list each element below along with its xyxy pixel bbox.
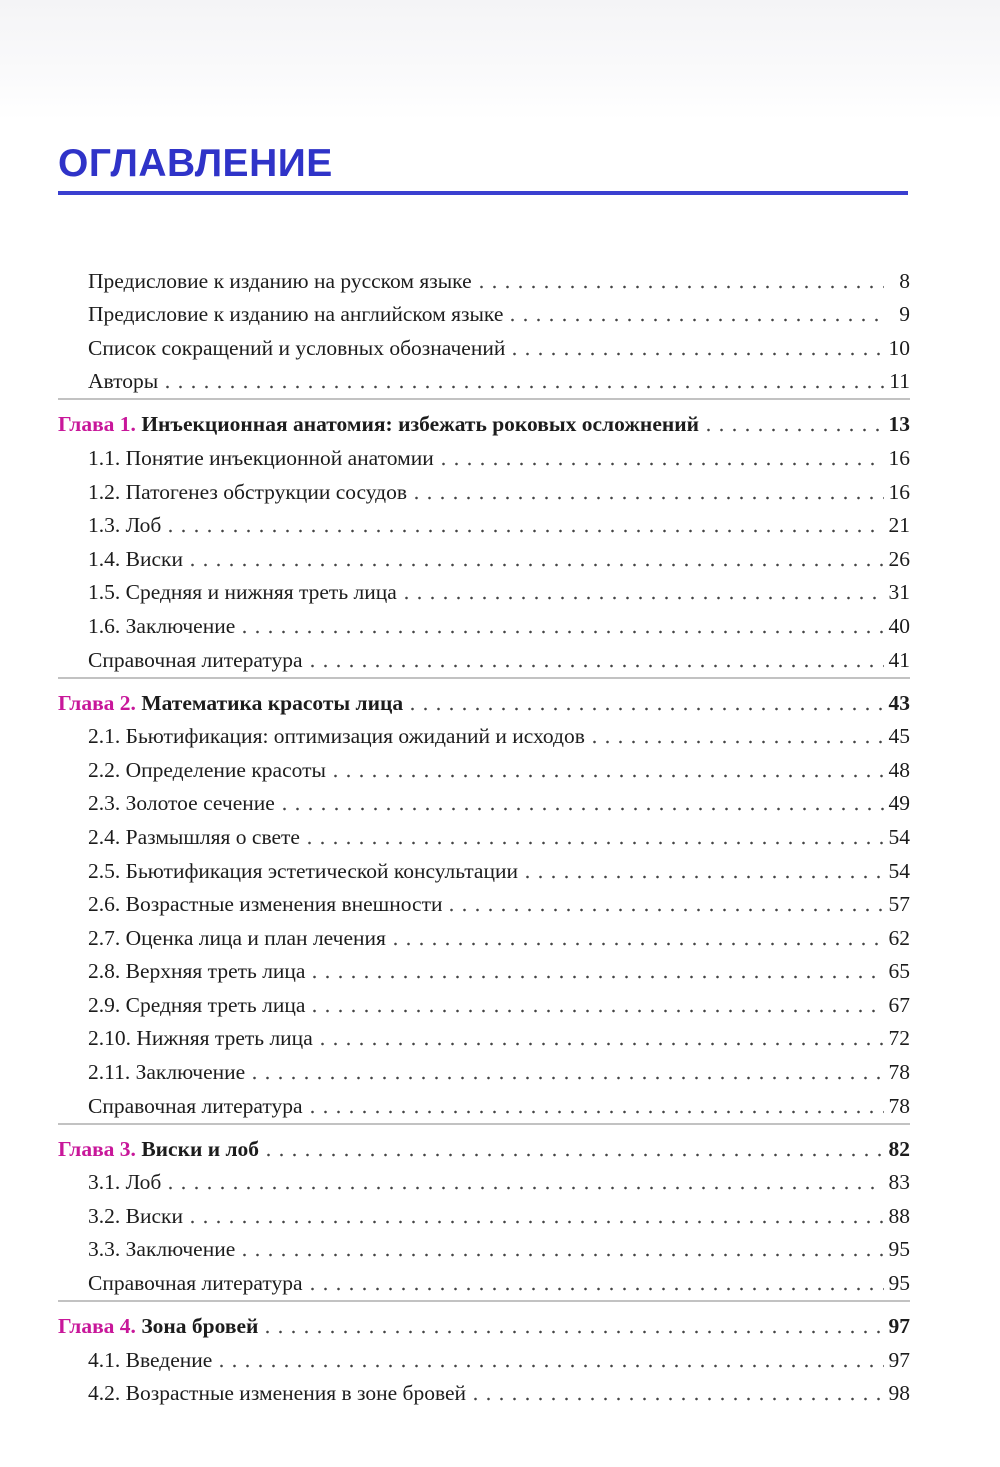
toc-entry-title xyxy=(58,1136,262,1162)
toc-entry-title xyxy=(88,479,410,505)
page-number: 21 xyxy=(888,513,910,538)
section-title: 2.1. Бьютификация: оптимизация ожиданий и исходов xyxy=(88,724,585,749)
page-number: 43 xyxy=(888,690,910,715)
toc-entry-title xyxy=(88,925,389,951)
toc-entry-title xyxy=(88,723,588,749)
page-number: 57 xyxy=(888,892,910,917)
dot-leader xyxy=(410,496,884,500)
toc-entry-title xyxy=(88,1203,186,1229)
toc-entry-title xyxy=(88,613,238,639)
page-number: 54 xyxy=(888,824,910,849)
entry-title: Предисловие к изданию на русском языке xyxy=(88,268,472,293)
dot-leader xyxy=(437,462,884,466)
dot-leader xyxy=(306,1287,884,1291)
dot-leader xyxy=(406,707,884,711)
toc-entry-title xyxy=(58,690,406,716)
page-number: 97 xyxy=(888,1314,910,1339)
toc-entry-title xyxy=(88,992,308,1018)
toc-section-entry xyxy=(58,850,910,884)
chapter-label: Глава 4. xyxy=(58,1314,136,1339)
section-title: 2.7. Оценка лица и план лечения xyxy=(88,925,386,950)
toc-entry-title xyxy=(88,858,521,884)
toc-entry-title xyxy=(58,1313,261,1339)
page-number: 67 xyxy=(888,992,910,1017)
dot-leader xyxy=(445,908,884,912)
toc-section-entry xyxy=(58,884,910,918)
toc-chapter-heading xyxy=(58,681,910,716)
dot-leader xyxy=(308,975,884,979)
chapter-divider xyxy=(58,398,910,400)
section-title: Справочная литература xyxy=(88,1093,303,1118)
toc-entry-title xyxy=(88,368,161,394)
toc-entry-title xyxy=(88,268,475,294)
toc-entry-title xyxy=(88,647,306,673)
dot-leader xyxy=(316,1042,884,1046)
toc-entry-title xyxy=(88,958,308,984)
dot-leader xyxy=(186,1220,884,1224)
toc-entry-title xyxy=(88,1380,469,1406)
page-number: 54 xyxy=(888,858,910,883)
section-title: 2.5. Бьютификация эстетической консультации xyxy=(88,858,518,883)
section-title: 1.3. Лоб xyxy=(88,513,162,538)
toc-entry-title xyxy=(88,1059,248,1085)
toc-section-entry xyxy=(58,1051,910,1085)
chapter-label: Глава 2. xyxy=(58,690,136,715)
dot-leader xyxy=(389,942,884,946)
page-number: 97 xyxy=(888,1347,910,1372)
dot-leader xyxy=(215,1364,884,1368)
dot-leader xyxy=(303,841,884,845)
title-underline xyxy=(58,191,908,195)
section-title: 1.6. Заключение xyxy=(88,613,236,638)
dot-leader xyxy=(702,428,884,432)
toc-section-entry xyxy=(58,471,910,505)
toc-entry-front-matter xyxy=(58,361,910,395)
chapter-divider xyxy=(58,677,910,679)
entry-title: Список сокращений и условных обозначений xyxy=(88,335,506,360)
chapter-divider xyxy=(58,1300,910,1302)
toc-section-entry xyxy=(58,1162,910,1196)
dot-leader xyxy=(261,1330,884,1334)
toc-section-entry xyxy=(58,716,910,750)
section-title: 2.2. Определение красоты xyxy=(88,757,326,782)
toc-entry-front-matter xyxy=(58,260,910,294)
dot-leader xyxy=(506,318,884,322)
page-number: 95 xyxy=(888,1237,910,1262)
dot-leader xyxy=(475,285,884,289)
toc-section-entry xyxy=(58,816,910,850)
chapter-divider xyxy=(58,1123,910,1125)
section-title: 1.5. Средняя и нижняя треть лица xyxy=(88,580,397,605)
dot-leader xyxy=(161,385,884,389)
chapter-title: Зона бровей xyxy=(141,1314,259,1339)
dot-leader xyxy=(508,352,884,356)
page-number: 45 xyxy=(888,724,910,749)
dot-leader xyxy=(262,1153,884,1157)
toc-entry-title xyxy=(88,891,445,917)
dot-leader xyxy=(278,807,884,811)
page-number: 11 xyxy=(889,369,910,394)
page-number: 78 xyxy=(888,1060,910,1085)
page-number: 83 xyxy=(888,1170,910,1195)
page-number: 95 xyxy=(888,1271,910,1296)
dot-leader xyxy=(588,740,884,744)
toc-entry-title xyxy=(88,1093,306,1119)
toc-section-entry xyxy=(58,605,910,639)
page-number: 78 xyxy=(888,1093,910,1118)
toc-section-entry xyxy=(58,1018,910,1052)
toc-entry-front-matter xyxy=(58,327,910,361)
dot-leader xyxy=(469,1397,884,1401)
toc-section-entry xyxy=(58,749,910,783)
chapter-label: Глава 3. xyxy=(58,1136,136,1161)
dot-leader xyxy=(186,563,884,567)
chapter-label: Глава 1. xyxy=(58,412,136,437)
dot-leader xyxy=(308,1009,884,1013)
toc-entry-title xyxy=(88,579,400,605)
toc-chapter-heading xyxy=(58,1127,910,1162)
page-number: 13 xyxy=(888,412,910,437)
section-title: 3.3. Заключение xyxy=(88,1237,236,1262)
page-number: 82 xyxy=(888,1136,910,1161)
page-number: 72 xyxy=(888,1026,910,1051)
dot-leader xyxy=(306,664,884,668)
toc-entry-title xyxy=(88,1236,238,1262)
page-title: ОГЛАВЛЕНИЕ xyxy=(58,142,333,185)
section-title: 3.2. Виски xyxy=(88,1203,183,1228)
page-number: 40 xyxy=(888,613,910,638)
section-title: 2.4. Размышляя о свете xyxy=(88,824,300,849)
toc-section-entry xyxy=(58,1262,910,1296)
toc-chapter-heading xyxy=(58,402,910,437)
page-number: 88 xyxy=(888,1203,910,1228)
toc-entry-title xyxy=(88,757,329,783)
chapter-title: Виски и лоб xyxy=(141,1136,260,1161)
toc-section-entry xyxy=(58,783,910,817)
dot-leader xyxy=(400,596,884,600)
table-of-contents xyxy=(58,260,910,1406)
section-title: 1.2. Патогенез обструкции сосудов xyxy=(88,479,408,504)
toc-section-entry xyxy=(58,1085,910,1119)
page-number: 16 xyxy=(888,479,910,504)
toc-entry-title xyxy=(88,1270,306,1296)
toc-entry-title xyxy=(88,824,303,850)
section-title: 1.4. Виски xyxy=(88,546,183,571)
page-number: 16 xyxy=(888,445,910,470)
toc-section-entry xyxy=(58,1229,910,1263)
page-number: 65 xyxy=(888,959,910,984)
page-number: 8 xyxy=(899,268,910,293)
toc-section-entry xyxy=(58,572,910,606)
dot-leader xyxy=(164,1186,884,1190)
dot-leader xyxy=(248,1076,884,1080)
toc-section-entry xyxy=(58,639,910,673)
section-title: 2.3. Золотое сечение xyxy=(88,791,275,816)
toc-section-entry xyxy=(58,538,910,572)
dot-leader xyxy=(306,1110,884,1114)
toc-entry-title xyxy=(88,512,164,538)
section-title: Справочная литература xyxy=(88,1271,303,1296)
toc-entry-title xyxy=(88,1347,215,1373)
page-number: 48 xyxy=(888,757,910,782)
chapter-title: Математика красоты лица xyxy=(141,690,404,715)
section-title: 3.1. Лоб xyxy=(88,1170,162,1195)
toc-section-entry xyxy=(58,505,910,539)
dot-leader xyxy=(238,630,884,634)
toc-chapter-heading xyxy=(58,1304,910,1339)
dot-leader xyxy=(164,529,884,533)
section-title: 2.6. Возрастные изменения внешности xyxy=(88,892,443,917)
page-number: 26 xyxy=(888,546,910,571)
section-title: 2.10. Нижняя треть лица xyxy=(88,1026,313,1051)
toc-section-entry xyxy=(58,951,910,985)
toc-section-entry xyxy=(58,984,910,1018)
chapter-title: Инъекционная анатомия: избежать роковых осложнений xyxy=(141,412,700,437)
entry-title: Авторы xyxy=(88,369,159,394)
section-title: 2.11. Заключение xyxy=(88,1060,246,1085)
toc-entry-front-matter xyxy=(58,294,910,328)
page-number: 98 xyxy=(888,1381,910,1406)
page-top-shadow xyxy=(0,0,1000,120)
page-number: 9 xyxy=(899,302,910,327)
toc-entry-title xyxy=(88,790,278,816)
toc-entry-title xyxy=(58,411,702,437)
toc-section-entry xyxy=(58,917,910,951)
page-number: 10 xyxy=(888,335,910,360)
dot-leader xyxy=(238,1253,884,1257)
page-number: 62 xyxy=(888,925,910,950)
toc-entry-title xyxy=(88,445,437,471)
section-title: 4.1. Введение xyxy=(88,1347,213,1372)
toc-section-entry xyxy=(58,1373,910,1407)
page-number: 49 xyxy=(888,791,910,816)
dot-leader xyxy=(521,875,884,879)
entry-title: Предисловие к изданию на английском языке xyxy=(88,302,504,327)
toc-entry-title xyxy=(88,301,506,327)
section-title: 4.2. Возрастные изменения в зоне бровей xyxy=(88,1381,467,1406)
section-title: 1.1. Понятие инъекционной анатомии xyxy=(88,445,434,470)
toc-entry-title xyxy=(88,1025,316,1051)
page-number: 31 xyxy=(888,580,910,605)
toc-section-entry xyxy=(58,1339,910,1373)
toc-section-entry xyxy=(58,437,910,471)
section-title: 2.9. Средняя треть лица xyxy=(88,992,306,1017)
toc-entry-title xyxy=(88,546,186,572)
toc-entry-title xyxy=(88,1169,164,1195)
section-title: 2.8. Верхняя треть лица xyxy=(88,959,306,984)
dot-leader xyxy=(329,774,884,778)
page-number: 41 xyxy=(888,647,910,672)
section-title: Справочная литература xyxy=(88,647,303,672)
toc-section-entry xyxy=(58,1195,910,1229)
toc-entry-title xyxy=(88,335,508,361)
